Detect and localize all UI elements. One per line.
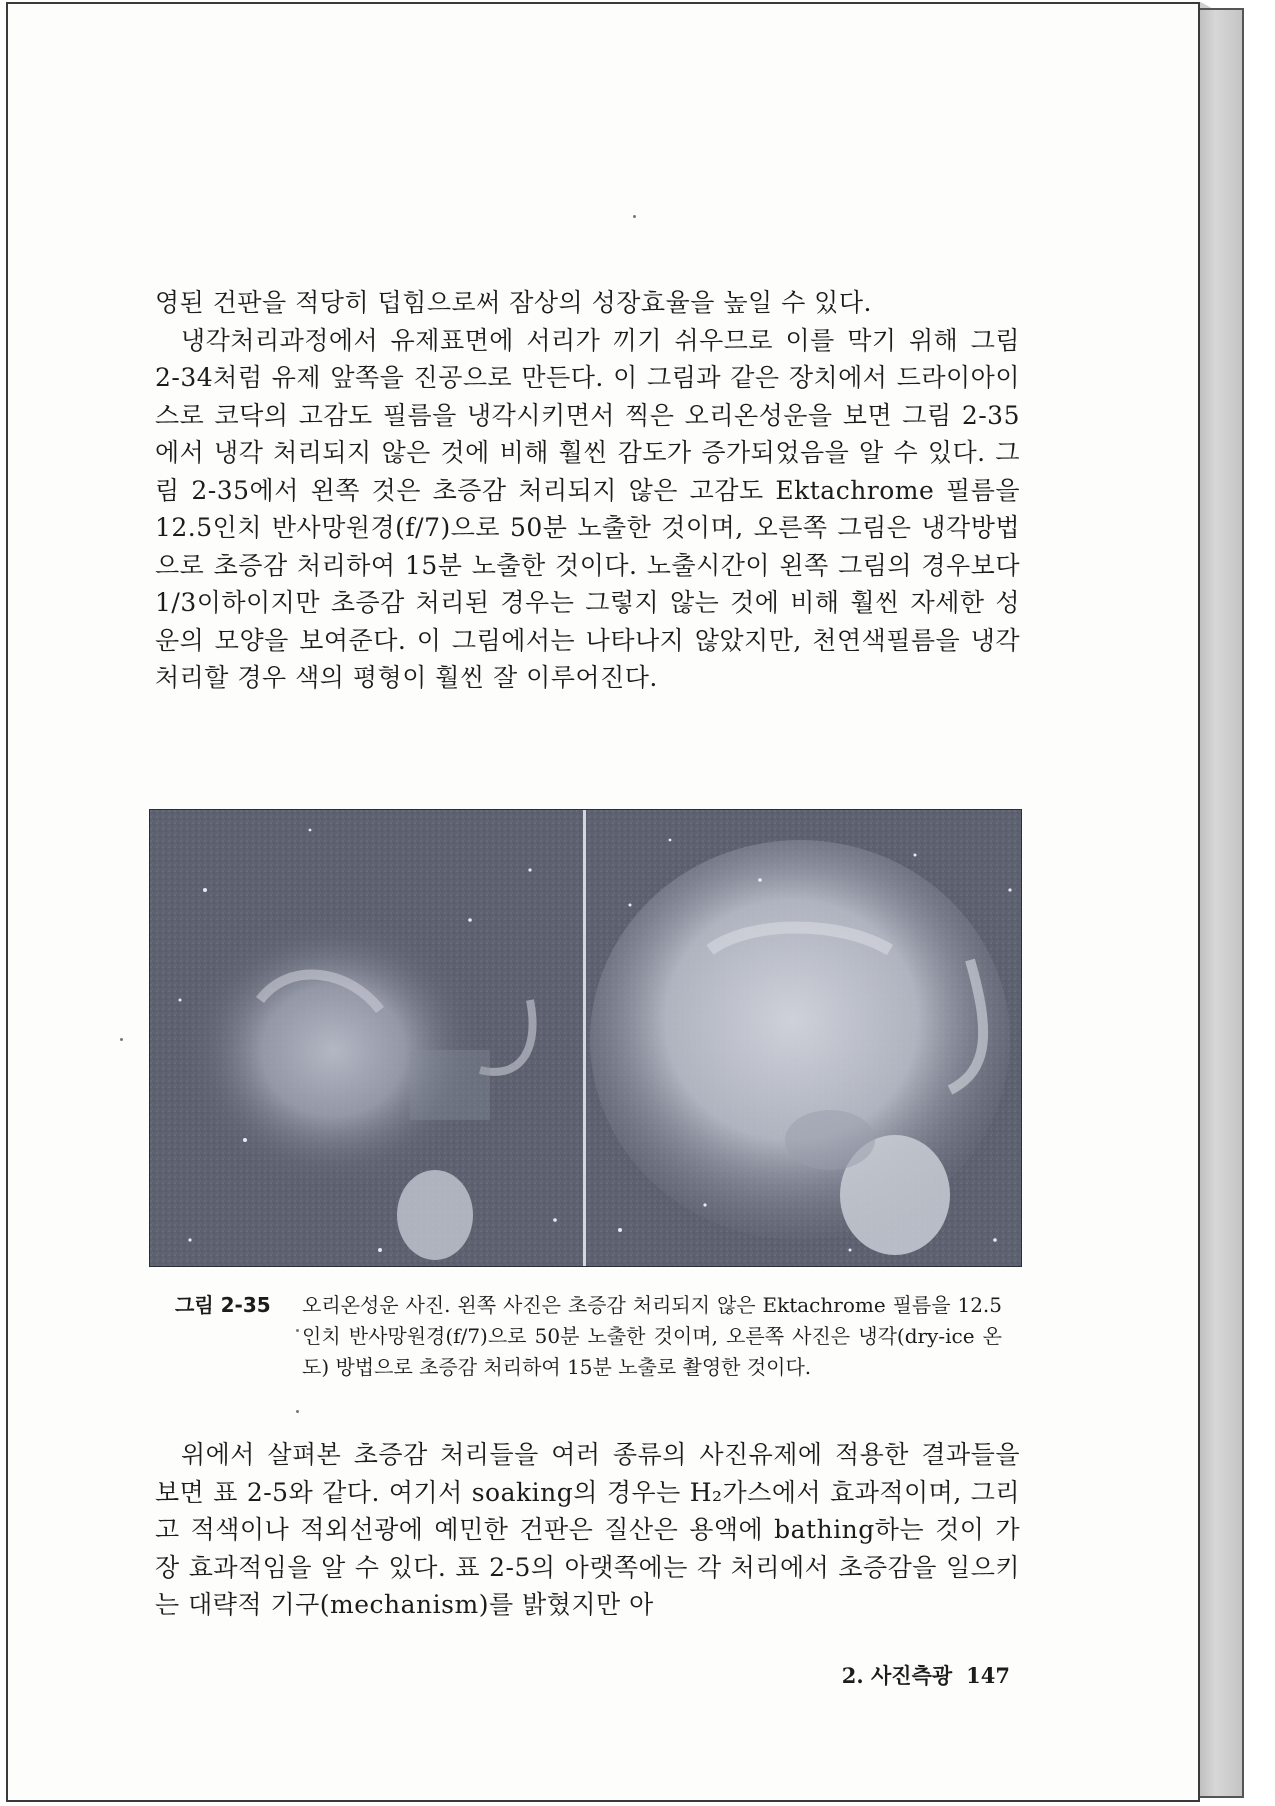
paragraph-1: 영된 건판을 적당히 덥힘으로써 잠상의 성장효율을 높일 수 있다.	[155, 288, 872, 317]
scan-speck	[296, 1329, 299, 1332]
page-number: 147	[966, 1663, 1010, 1688]
scan-speck	[120, 1038, 123, 1041]
scan-speck	[296, 1410, 299, 1413]
figure-caption-text: 오리온성운 사진. 왼쪽 사진은 초증감 처리되지 않은 Ektachrome 필름을 12.5인치 반사망원경(f/7)으로 50분 노출한 것이며, 오른쪽 사진은 냉각(dry-ice 온도) 방법으로 초증감 처리하여 15분 노출로 촬영한 것이다.	[302, 1293, 1002, 1379]
photo-divider	[583, 810, 586, 1266]
figure-orion-nebula	[149, 809, 1022, 1267]
body-text-top	[155, 284, 1020, 697]
paragraph-2: 냉각처리과정에서 유제표면에 서리가 끼기 쉬우므로 이를 막기 위해 그림 2-34처럼 유제 앞쪽을 진공으로 만든다. 이 그림과 같은 장치에서 드라이아이스로 코닥의 고감도 필름을 냉각시키면서 찍은 오리온성운을 보면 그림 2-35에서 냉각 처리되지 않은 것에 비해 훨씬 감도가 증가되었음을 알 수 있다. 그림 2-35에서 왼쪽 것은 초증감 처리되지 않은 고감도 Ektachrome 필름을 12.5인치 반사망원경(f/7)으로 50분 노출한 것이며, 오른쪽 그림은 냉각방법으로 초증감 처리하여 15분 노출한 것이다. 노출시간이 왼쪽 그림의 경우보다 1/3이하이지만 초증감 처리된 경우는 그렇지 않는 것에 비해 훨씬 자세한 성운의 모양을 보여준다. 이 그림에서는 나타나지 않았지만, 천연색필름을 냉각 처리할 경우 색의 평형이 훨씬 잘 이루어진다.	[155, 325, 1020, 692]
scan-speck	[633, 215, 636, 218]
body-text-bottom	[155, 1436, 1020, 1624]
page-footer	[810, 1660, 1010, 1690]
figure-label: 그림 2-35	[175, 1293, 271, 1317]
nebula-photo-pair	[150, 810, 1021, 1266]
paragraph-3: 위에서 살펴본 초증감 처리들을 여러 종류의 사진유제에 적용한 결과들을 보면 표 2-5와 같다. 여기서 soaking의 경우는 H₂가스에서 효과적이며, 그리고 적색이나 적외선광에 예민한 건판은 질산은 용액에 bathing하는 것이 가장 효과적임을 알 수 있다. 표 2-5의 아랫쪽에는 각 처리에서 초증감을 일으키는 대략적 기구(mechanism)를 밝혔지만 아	[155, 1440, 1020, 1619]
page-stack-edge	[1198, 8, 1244, 1798]
running-footer-section: 2. 사진측광	[841, 1663, 953, 1688]
